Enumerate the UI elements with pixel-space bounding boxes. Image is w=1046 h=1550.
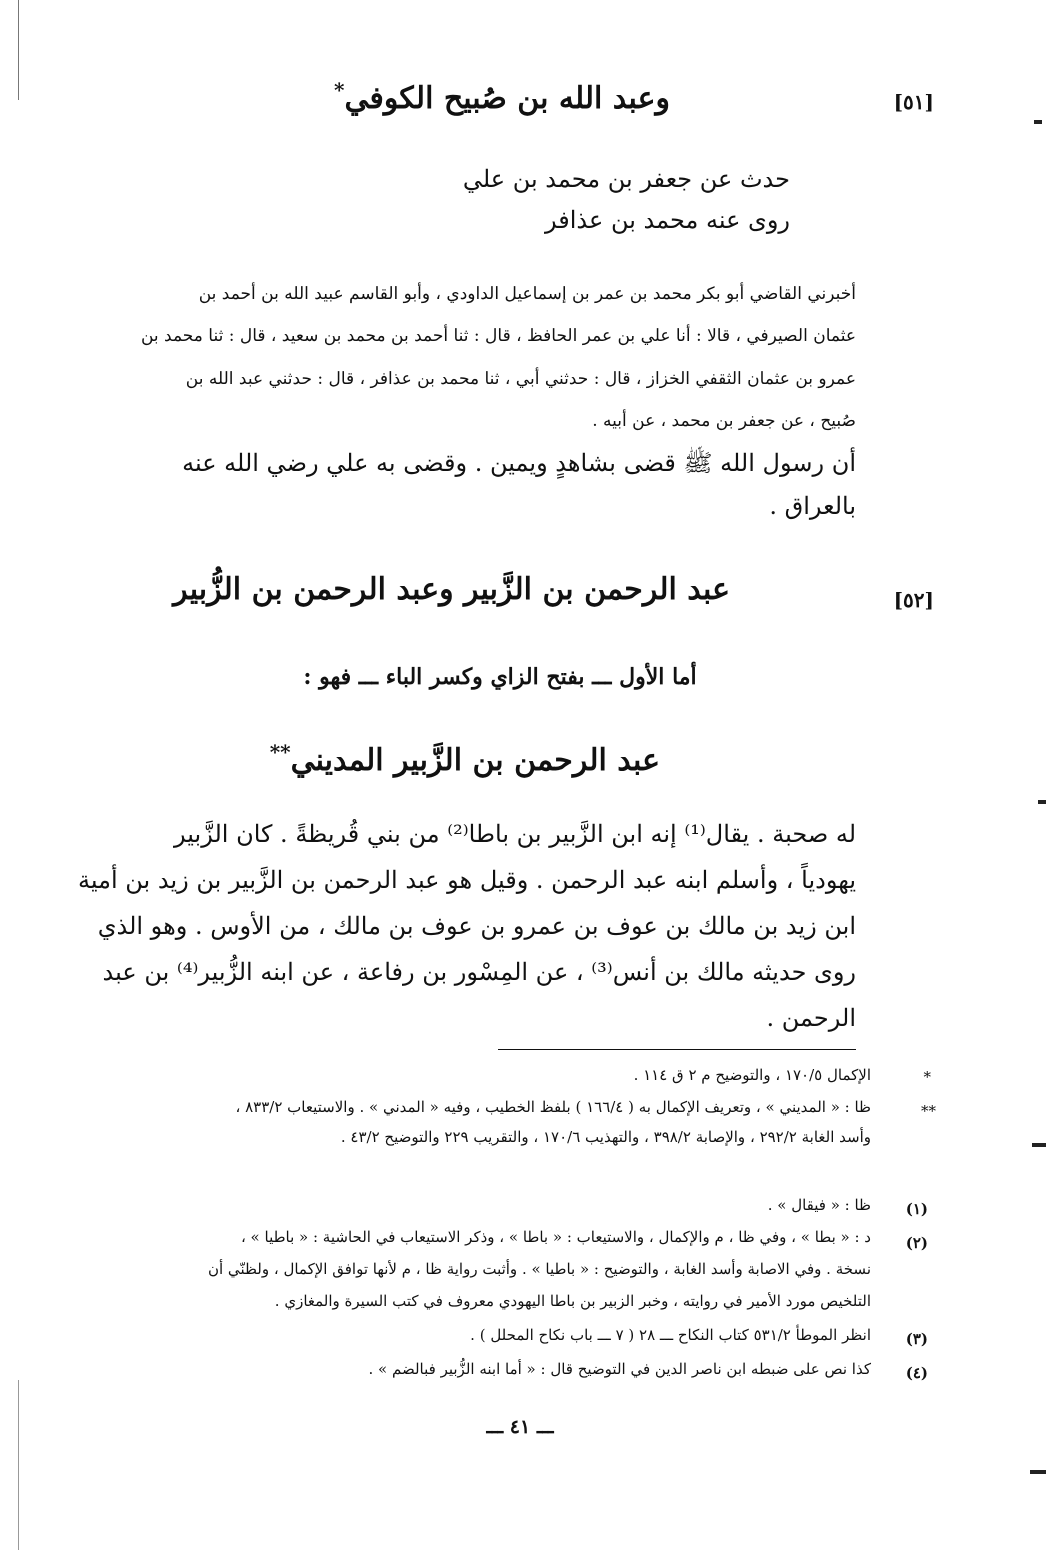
source-note-line: وأسد الغابة ٢٩٢/٢ ، والإصابة ٣٩٨/٢ ، والتهذيب ١٧٠/٦ ، والتقريب ٢٢٩ والتوضيح ٤٣/٢ . [340,1128,871,1146]
scan-edge-mark [1032,1143,1046,1147]
footnote-line: انظر الموطأ ٥٣١/٢ كتاب النكاح ـــ ٢٨ ( ٧ ـــ باب نكاح المحلل ) . [470,1326,871,1344]
summary-line: روى عنه محمد بن عذافر [545,206,790,234]
entry-heading-text: وعبد الله بن صُبيح الكوفي [344,81,670,116]
footnote-number: (٤) [905,1364,928,1382]
footnote-line: كذا نص على ضبطه ابن ناصر الدين في التوضيح قال : « أما ابنه الزُّبير فبالضم » . [368,1360,871,1378]
footnote-line: التلخيص مورد الأمير في روايته ، وخبر الزبير بن باطا اليهودي معروف في كتب السيرة والمغازي . [274,1292,871,1310]
entry-number: [٥٢] [893,588,934,612]
footnote-number: (١) [905,1200,928,1218]
entry-subheading: أما الأول ـــ بفتح الزاي وكسر الباء ـــ فهو : [303,664,697,690]
page-number: ـــ ٤١ ـــ [486,1416,554,1438]
scan-edge-mark [1030,1470,1046,1474]
source-note-line: الإكمال ١٧٠/٥ ، والتوضيح م ٢ ق ١١٤ . [633,1066,871,1084]
source-note-marker: ** [269,740,291,764]
footnote-number: (٢) [905,1234,928,1252]
matn-line: بالعراق . [769,492,856,520]
summary-line: حدث عن جعفر بن محمد بن علي [462,165,790,193]
isnad-line: صُبيح ، عن جعفر بن محمد ، عن أبيه . [592,411,856,431]
entry-heading [334,78,670,116]
scan-edge-mark [1038,800,1046,804]
isnad-line: عمرو بن عثمان الثقفي الخزاز ، قال : حدثني أبي ، ثنا محمد بن عذافر ، قال : حدثني عبد الله بن [185,369,856,389]
body-line: الرحمن . [766,1004,856,1032]
scan-margin-line [18,1380,19,1550]
entry-number: [٥١] [893,90,934,114]
scan-margin-line [18,0,19,100]
body-line: ابن زيد بن مالك بن عوف بن عمرو بن عوف بن مالك ، من الأوس . وهو الذي [97,912,856,940]
source-note-mark: * [923,1068,931,1086]
footnote-line: نسخة . وفي الاصابة وأسد الغابة ، والتوضيح : « باطيا » . وأثبت رواية ظا ، م لأنها توافق الإكمال ، ولظنّي أن [207,1260,871,1278]
source-note-mark: ** [921,1102,936,1120]
matn-line: أن رسول الله ﷺ قضى بشاهدٍ ويمين . وقضى به علي رضي الله عنه [182,449,856,477]
isnad-line: عثمان الصيرفي ، قالا : أنا علي بن عمر الحافظ ، قال : ثنا أحمد بن محمد بن سعيد ، قال : ثنا محمد بن [140,326,856,346]
footnote-line: ظا : « فيقال » . [767,1196,871,1214]
scan-edge-mark [1034,120,1042,124]
body-line: يهودياً ، وأسلم ابنه عبد الرحمن . وقيل هو عبد الرحمن بن الزَّبير بن زيد بن أمية [78,866,856,894]
source-note-marker: * [334,78,345,102]
footnote-number: (٣) [905,1330,928,1348]
isnad-line: أخبرني القاضي أبو بكر محمد بن عمر بن إسماعيل الداودي ، وأبو القاسم عبيد الله بن أحمد بن [198,284,856,304]
entry-heading: عبد الرحمن بن الزَّبير وعبد الرحمن بن الزُّبير [173,572,730,607]
body-line: روى حديثه مالك بن أنس⁽³⁾ ، عن المِسْور بن رفاعة ، عن ابنه الزُّبير⁽⁴⁾ بن عبد [102,958,856,986]
subentry-heading [269,740,660,778]
footnote-line: د : « بطا » ، وفي ظا ، م والإكمال ، والاستيعاب : « باطا » ، وذكر الاستيعاب في الحاشية : « باطيا » ، [240,1228,871,1246]
source-note-line: ظا : « المديني » ، وتعريف الإكمال به ( ١٦٦/٤ ) بلفظ الخطيب ، وفيه « المدني » . والاستيعاب ٨٣٣/٢ ، [235,1098,871,1116]
subentry-heading-text: عبد الرحمن بن الزَّبير المديني [290,743,660,778]
body-line: له صحبة . يقال⁽¹⁾ إنه ابن الزَّبير بن باطا⁽²⁾ من بني قُريظةً . كان الزَّبير [174,820,856,848]
notes-separator [498,1049,856,1050]
